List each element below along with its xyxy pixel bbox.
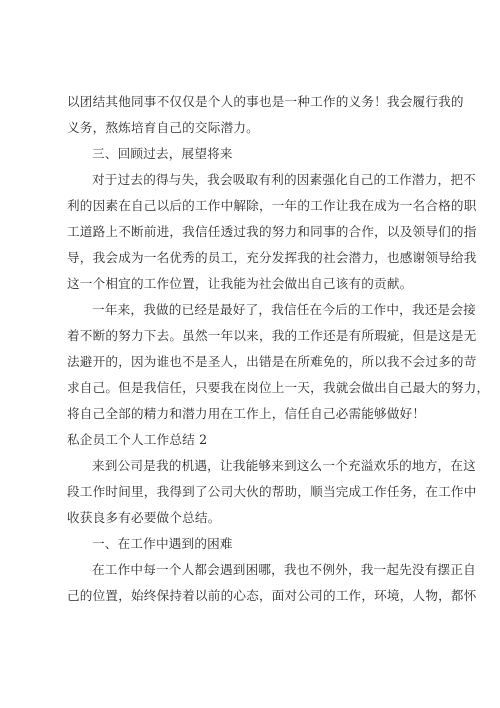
section-heading: 三、回顾过去，展望将来: [92, 146, 233, 161]
text-line: 求 自 己 。 但 是 我 信 任 ， 只 要 我 在 岗 位 上 一 天 ， 我 就 会 做 出 自 己 最 大 的 努 力 ，: [67, 380, 490, 395]
text-line: 段 工 作 时 间 里 ， 我 得 到 了 公 司 大 伙 的 帮 助 ， 顺 当 完 成 工 作 任 务 ， 在 工 作 中: [67, 484, 477, 499]
text-line: 一 年 来 ， 我 做 的 已 经 是 最 好 了 ， 我 信 任 在 今 后 的 工 作 中 ， 我 还 是 会 接: [92, 302, 476, 317]
section-heading: 一、在工作中遇到的困难: [92, 536, 233, 551]
text-line: 收获良多有必要做个总结。: [67, 510, 221, 525]
text-line: 法 避 开 的 ， 因 为 谁 也 不 是 圣 人 ， 出 错 是 在 所 难 免 的 ， 所 以 我 不 会 过 多 的 苛: [67, 354, 477, 369]
text-line: 导 ， 我 会 成 为 一 名 优 秀 的 员 工 ， 充 分 发 挥 我 的 社 会 潜 力 ， 也 感 谢 领 导 给 我: [67, 250, 477, 265]
text-line: 己 的 位 置 ， 始 终 保 持 着 以 前 的 心 态 ， 面 对 公 司 的 工 作 ， 环 境 ， 人 物 ， 都 怀: [67, 588, 477, 603]
text-line: 工 道 路 上 不 断 前 进 ， 我 信 任 透 过 我 的 努 力 和 同 事 的 合 作 ， 以 及 领 导 们 的 指: [67, 224, 477, 239]
text-line: 以 团 结 其 他 同 事 不 仅 仅 是 个 人 的 事 也 是 一 种 工 作 的 义 务 ！ 我 会 履 行 我 的: [67, 94, 464, 109]
text-line: 义务，熬炼培育自己的交际潜力。: [67, 120, 259, 135]
text-line: 在 工 作 中 每 一 个 人 都 会 遇 到 困 哪 ， 我 也 不 例 外 ， 我 一 起 先 没 有 摆 正 自: [92, 562, 476, 577]
text-line: 利 的 因 素 在 自 己 以 后 的 工 作 中 解 除 ， 一 年 的 工 作 让 我 在 成 为 一 名 合 格 的 职: [67, 198, 477, 213]
text-line: 对 于 过 去 的 得 与 失 ， 我 会 吸 取 有 利 的 因 素 强 化 自 己 的 工 作 潜 力 ， 把 不: [92, 172, 476, 187]
text-line: 来 到 公 司 是 我 的 机 遇 ， 让 我 能 够 来 到 这 么 一 个 充 溢 欢 乐 的 地 方 ， 在 这: [92, 458, 476, 473]
text-line: 这一个相宜的工作位置，让我能为社会做出自己该有的贡献。: [67, 276, 413, 291]
section-title: 私企员工个人工作总结 2: [67, 432, 208, 447]
text-line: 着 不 断 的 努 力 下 去 。 虽 然 一 年 以 来 ， 我 的 工 作 还 是 有 所 瑕 疵 ， 但 是 这 是 无: [67, 328, 477, 343]
text-line: 将自己全部的精力和潜力用在工作上，信任自己必需能够做好！: [67, 406, 426, 421]
